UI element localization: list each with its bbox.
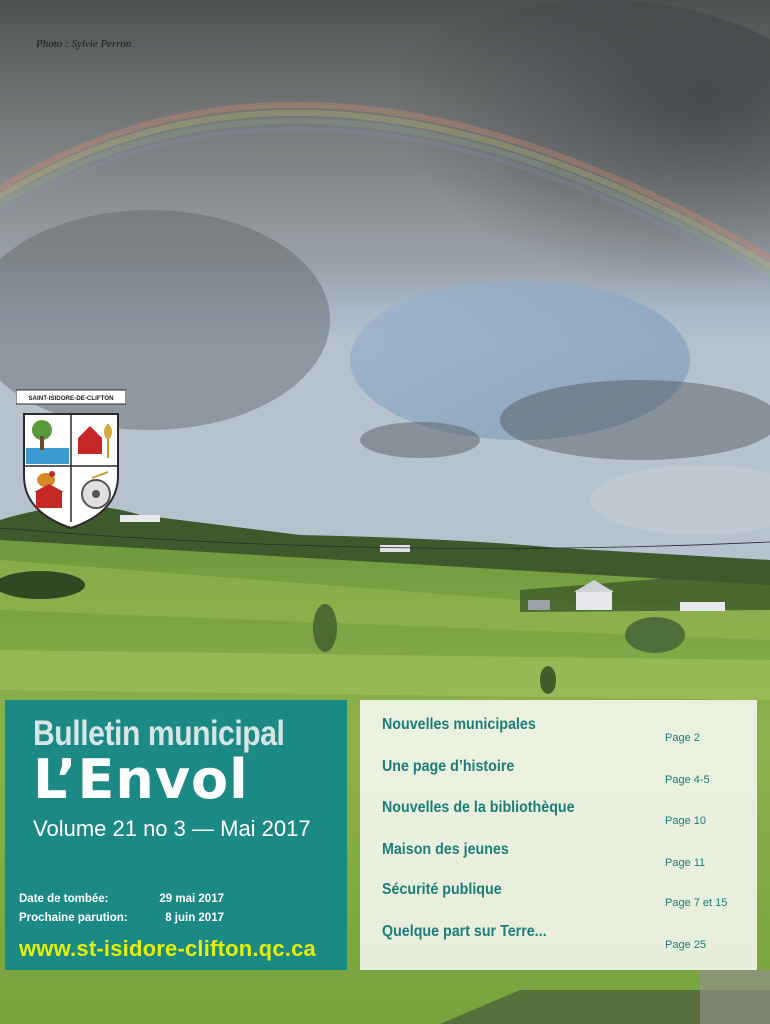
- toc-item-title: Nouvelles de la bibliothèque: [382, 799, 575, 816]
- bulletin-name: L’Envol: [33, 748, 249, 811]
- toc-item[interactable]: [382, 881, 752, 921]
- toc-item-page: Page 2: [665, 732, 700, 744]
- toc-item[interactable]: [382, 758, 752, 798]
- toc-item-page: Page 10: [665, 815, 706, 827]
- toc-item-title: Sécurité publique: [382, 881, 502, 898]
- website-link[interactable]: www.st-isidore-clifton.qc.ca: [19, 936, 316, 961]
- bulletin-issue: Volume 21 no 3 — Mai 2017: [33, 816, 311, 841]
- publication-dates: [19, 893, 239, 931]
- next-issue-label: Prochaine parution:: [19, 912, 128, 924]
- toc-item-page: Page 25: [665, 939, 706, 951]
- municipal-crest-logo: [16, 388, 126, 530]
- bulletin-title-panel: [5, 700, 347, 970]
- toc-item[interactable]: [382, 841, 752, 881]
- toc-item-page: Page 7 et 15: [665, 897, 728, 909]
- toc-item-title: Maison des jeunes: [382, 841, 509, 858]
- photo-credit: Photo : Sylvie Perron: [36, 38, 132, 50]
- toc-item[interactable]: [382, 799, 752, 839]
- next-issue-value: 8 juin 2017: [165, 912, 224, 924]
- toc-item-title: Une page d’histoire: [382, 758, 515, 775]
- toc-item-page: Page 4-5: [665, 774, 710, 786]
- toc-item-title: Nouvelles municipales: [382, 716, 536, 733]
- toc-item-page: Page 11: [665, 857, 706, 869]
- bulletin-subtitle: Bulletin municipal: [33, 714, 285, 753]
- table-of-contents: [360, 700, 757, 970]
- toc-item[interactable]: [382, 923, 752, 963]
- toc-item[interactable]: [382, 716, 752, 756]
- deadline-label: Date de tombée:: [19, 893, 109, 905]
- deadline-value: 29 mai 2017: [159, 893, 224, 905]
- toc-item-title: Quelque part sur Terre...: [382, 923, 547, 940]
- crest-banner-text: SAINT-ISIDORE-DE-CLIFTON: [28, 395, 114, 402]
